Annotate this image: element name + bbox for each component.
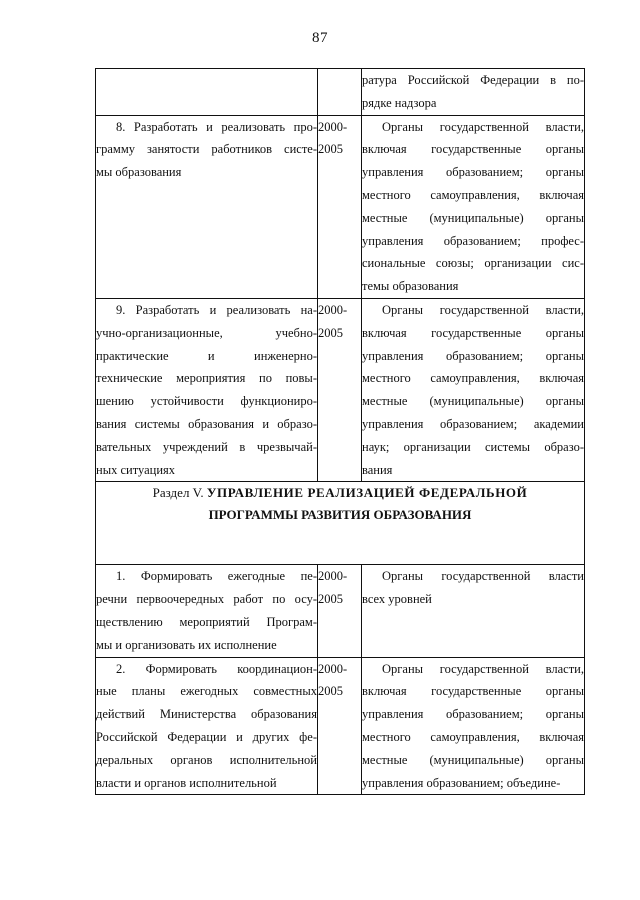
section-title-line1: УПРАВЛЕНИЕ РЕАЛИЗАЦИЕЙ ФЕДЕРАЛЬНОЙ xyxy=(206,485,528,501)
table-row xyxy=(96,565,585,657)
executors-cell xyxy=(362,298,585,481)
period-cell xyxy=(318,69,362,116)
section-number: Раздел V. xyxy=(152,485,204,501)
period-line: 2005 xyxy=(318,142,343,157)
task-line: ных ситуациях xyxy=(96,462,176,477)
executors-line: рядке надзора xyxy=(362,95,437,110)
executors-line: включая государственные органы xyxy=(362,684,584,699)
task-line: мы и организовать их исполнение xyxy=(96,637,277,652)
task-line: вания системы образования и образо- xyxy=(96,416,317,431)
task-cell xyxy=(96,69,318,116)
task-line: речни первоочередных работ по осу- xyxy=(96,592,317,607)
task-line: действий Министерства образования xyxy=(96,707,317,722)
executors-line: местные (муниципальные) органы xyxy=(362,394,584,409)
task-line: практические и инженерно- xyxy=(96,348,317,363)
task-line: 2. Формировать координацион- xyxy=(116,661,317,676)
executors-line: Органы государственной власти xyxy=(382,569,584,584)
section-row xyxy=(96,482,585,565)
task-cell xyxy=(96,657,318,795)
task-line: 9. Разработать и реализовать на- xyxy=(116,302,317,317)
table-row xyxy=(96,115,585,298)
task-cell xyxy=(96,298,318,481)
period-line: 2000- xyxy=(318,302,348,317)
task-line: 1. Формировать ежегодные пе- xyxy=(116,569,317,584)
task-line: вательных учреждений в чрезвычай- xyxy=(96,439,317,454)
executors-cell xyxy=(362,657,585,795)
executors-line: управления образованием; объедине- xyxy=(362,775,561,790)
executors-line: управления образованием; академии xyxy=(362,416,584,431)
task-line: мы образования xyxy=(96,165,182,180)
section-title-line2: ПРОГРАММЫ РАЗВИТИЯ ОБРАЗОВАНИЯ xyxy=(208,507,472,523)
executors-line: всех уровней xyxy=(362,592,432,607)
task-line: технические мероприятия по повы- xyxy=(96,371,317,386)
period-cell xyxy=(318,565,362,657)
table-row xyxy=(96,69,585,116)
executors-line: управления образованием; органы xyxy=(362,707,584,722)
task-line: 8. Разработать и реализовать про- xyxy=(116,119,317,134)
period-line: 2005 xyxy=(318,325,343,340)
executors-line: управления образованием; профес- xyxy=(362,233,584,248)
executors-line: местного самоуправления, включая xyxy=(362,371,584,386)
table-row xyxy=(96,657,585,795)
task-line: грамму занятости работников систе- xyxy=(96,142,317,157)
period-cell xyxy=(318,115,362,298)
task-cell xyxy=(96,115,318,298)
task-line: ные планы ежегодных совместных xyxy=(96,684,317,699)
executors-line: вания xyxy=(362,462,393,477)
executors-line: местного самоуправления, включая xyxy=(362,187,584,202)
executors-cell xyxy=(362,565,585,657)
executors-line: управления образованием; органы xyxy=(362,165,584,180)
task-line: учно-организационные, учебно- xyxy=(96,325,317,340)
executors-line: Органы государственной власти, xyxy=(382,302,584,317)
task-line: ществлению мероприятий Програм- xyxy=(96,614,317,629)
period-line: 2005 xyxy=(318,684,343,699)
executors-line: темы образования xyxy=(362,279,459,294)
page-number: 87 xyxy=(312,30,328,46)
executors-line: Органы государственной власти, xyxy=(382,661,584,676)
executors-cell xyxy=(362,115,585,298)
executors-line: ратура Российской Федерации в по- xyxy=(362,73,584,87)
period-line: 2000- xyxy=(318,119,348,134)
task-line: шению устойчивости функциониро- xyxy=(96,394,317,409)
table-row xyxy=(96,298,585,481)
executors-line: местные (муниципальные) органы xyxy=(362,210,584,225)
task-line: власти и органов исполнительной xyxy=(96,775,277,790)
measures-table xyxy=(95,68,585,795)
period-line: 2005 xyxy=(318,592,343,607)
period-cell xyxy=(318,657,362,795)
executors-line: местные (муниципальные) органы xyxy=(362,752,584,767)
executors-line: включая государственные органы xyxy=(362,142,584,157)
period-cell xyxy=(318,298,362,481)
task-cell xyxy=(96,565,318,657)
executors-line: местного самоуправления, включая xyxy=(362,729,584,744)
executors-line: управления образованием; органы xyxy=(362,348,584,363)
executors-cell xyxy=(362,69,585,116)
task-line: Российской Федерации и других фе- xyxy=(96,729,317,744)
executors-line: наук; организации системы образо- xyxy=(362,439,584,454)
executors-line: включая государственные органы xyxy=(362,325,584,340)
executors-line: Органы государственной власти, xyxy=(382,119,584,134)
section-heading xyxy=(96,482,585,565)
period-line: 2000- xyxy=(318,569,348,584)
executors-line: сиональные союзы; организации сис- xyxy=(362,256,584,271)
period-line: 2000- xyxy=(318,661,348,676)
task-line: деральных органов исполнительной xyxy=(96,752,317,767)
